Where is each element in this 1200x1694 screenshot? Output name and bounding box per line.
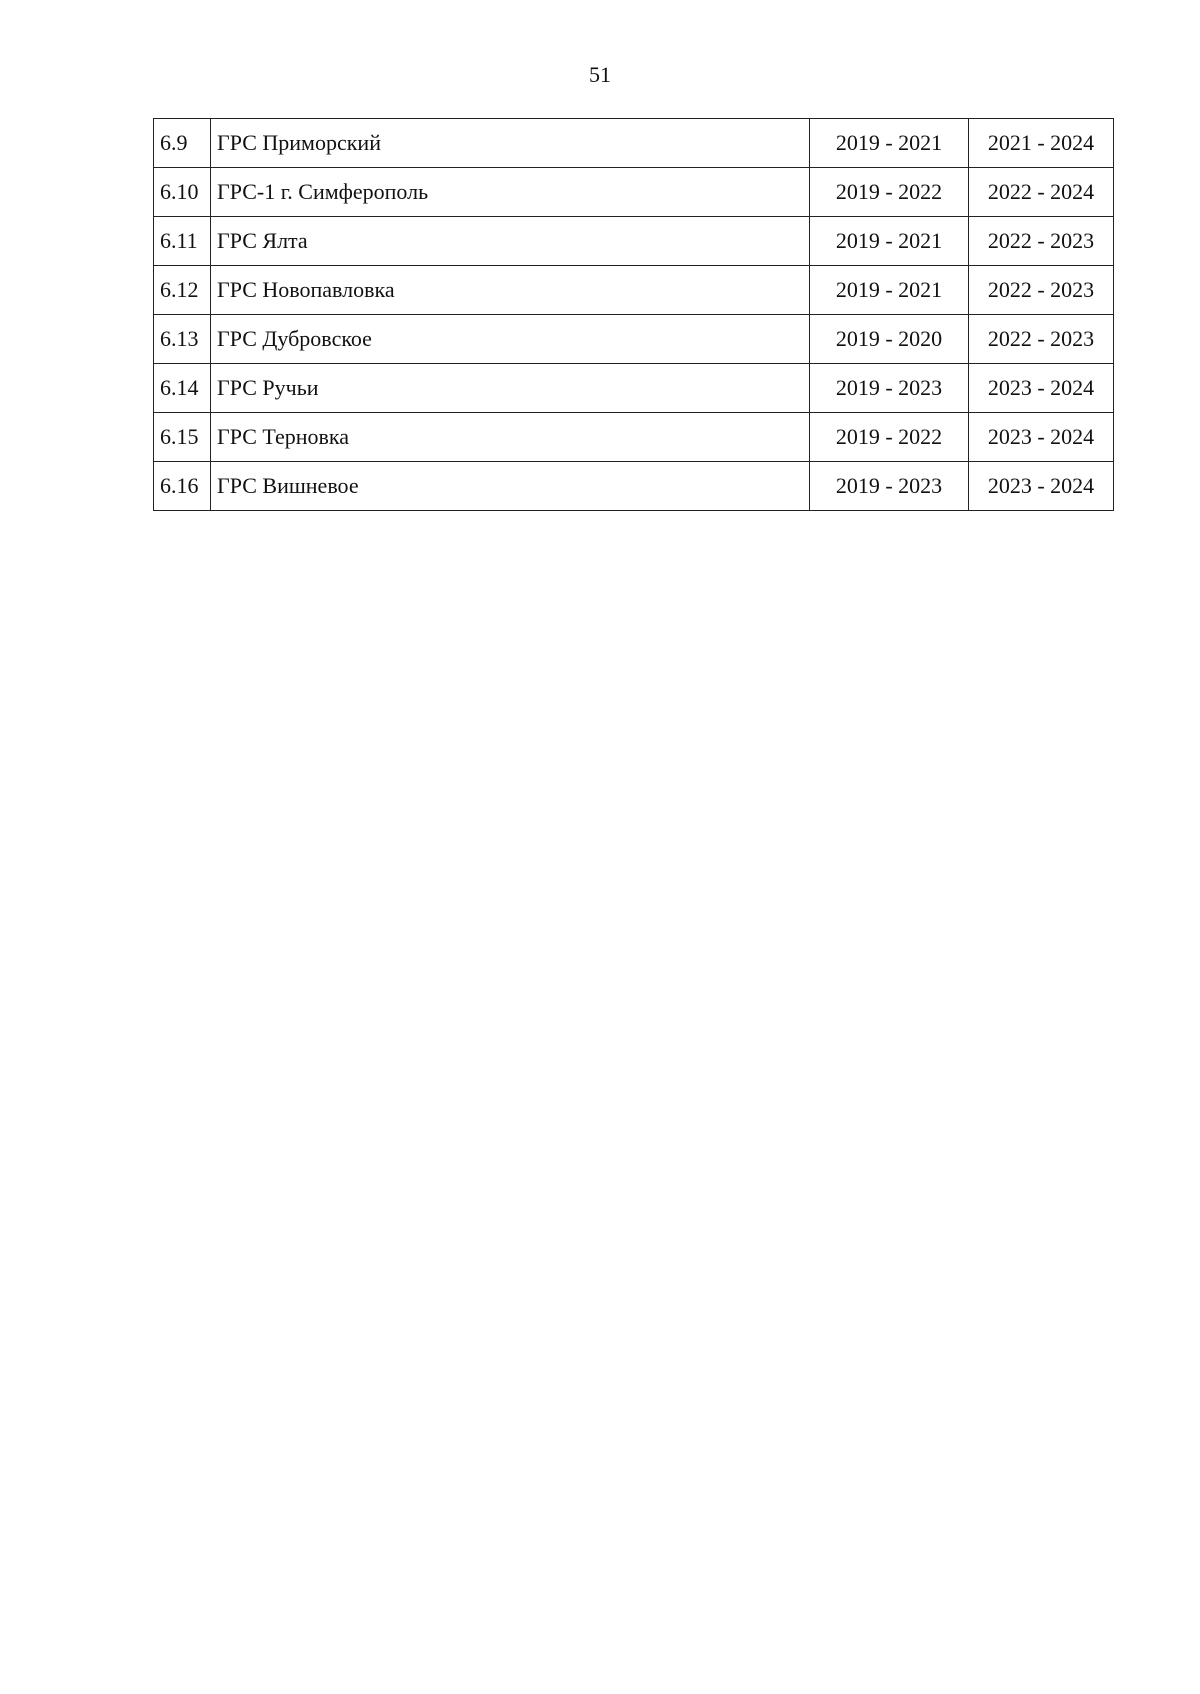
period-2: 2023 - 2024 bbox=[969, 413, 1114, 462]
period-2: 2022 - 2023 bbox=[969, 266, 1114, 315]
period-1: 2019 - 2020 bbox=[810, 315, 969, 364]
station-name: ГРС Вишневое bbox=[211, 462, 810, 511]
row-number: 6.13 bbox=[154, 315, 211, 364]
table-row bbox=[154, 413, 1114, 462]
period-1: 2019 - 2021 bbox=[810, 266, 969, 315]
table-row bbox=[154, 462, 1114, 511]
station-name: ГРС Дубровское bbox=[211, 315, 810, 364]
period-2: 2022 - 2023 bbox=[969, 315, 1114, 364]
period-2: 2021 - 2024 bbox=[969, 119, 1114, 168]
row-number: 6.12 bbox=[154, 266, 211, 315]
period-1: 2019 - 2023 bbox=[810, 462, 969, 511]
table-row bbox=[154, 217, 1114, 266]
station-name: ГРС-1 г. Симферополь bbox=[211, 168, 810, 217]
table-row bbox=[154, 266, 1114, 315]
station-name: ГРС Приморский bbox=[211, 119, 810, 168]
period-1: 2019 - 2022 bbox=[810, 413, 969, 462]
period-2: 2023 - 2024 bbox=[969, 364, 1114, 413]
period-1: 2019 - 2022 bbox=[810, 168, 969, 217]
row-number: 6.9 bbox=[154, 119, 211, 168]
period-1: 2019 - 2021 bbox=[810, 217, 969, 266]
table-row bbox=[154, 119, 1114, 168]
period-1: 2019 - 2021 bbox=[810, 119, 969, 168]
row-number: 6.15 bbox=[154, 413, 211, 462]
station-name: ГРС Ялта bbox=[211, 217, 810, 266]
station-name: ГРС Ручьи bbox=[211, 364, 810, 413]
table-row bbox=[154, 364, 1114, 413]
row-number: 6.16 bbox=[154, 462, 211, 511]
station-name: ГРС Новопавловка bbox=[211, 266, 810, 315]
period-2: 2023 - 2024 bbox=[969, 462, 1114, 511]
schedule-table bbox=[153, 118, 1114, 511]
row-number: 6.11 bbox=[154, 217, 211, 266]
table-row bbox=[154, 315, 1114, 364]
table-row bbox=[154, 168, 1114, 217]
period-2: 2022 - 2024 bbox=[969, 168, 1114, 217]
page-number: 51 bbox=[589, 62, 611, 87]
period-2: 2022 - 2023 bbox=[969, 217, 1114, 266]
row-number: 6.10 bbox=[154, 168, 211, 217]
station-name: ГРС Терновка bbox=[211, 413, 810, 462]
row-number: 6.14 bbox=[154, 364, 211, 413]
period-1: 2019 - 2023 bbox=[810, 364, 969, 413]
